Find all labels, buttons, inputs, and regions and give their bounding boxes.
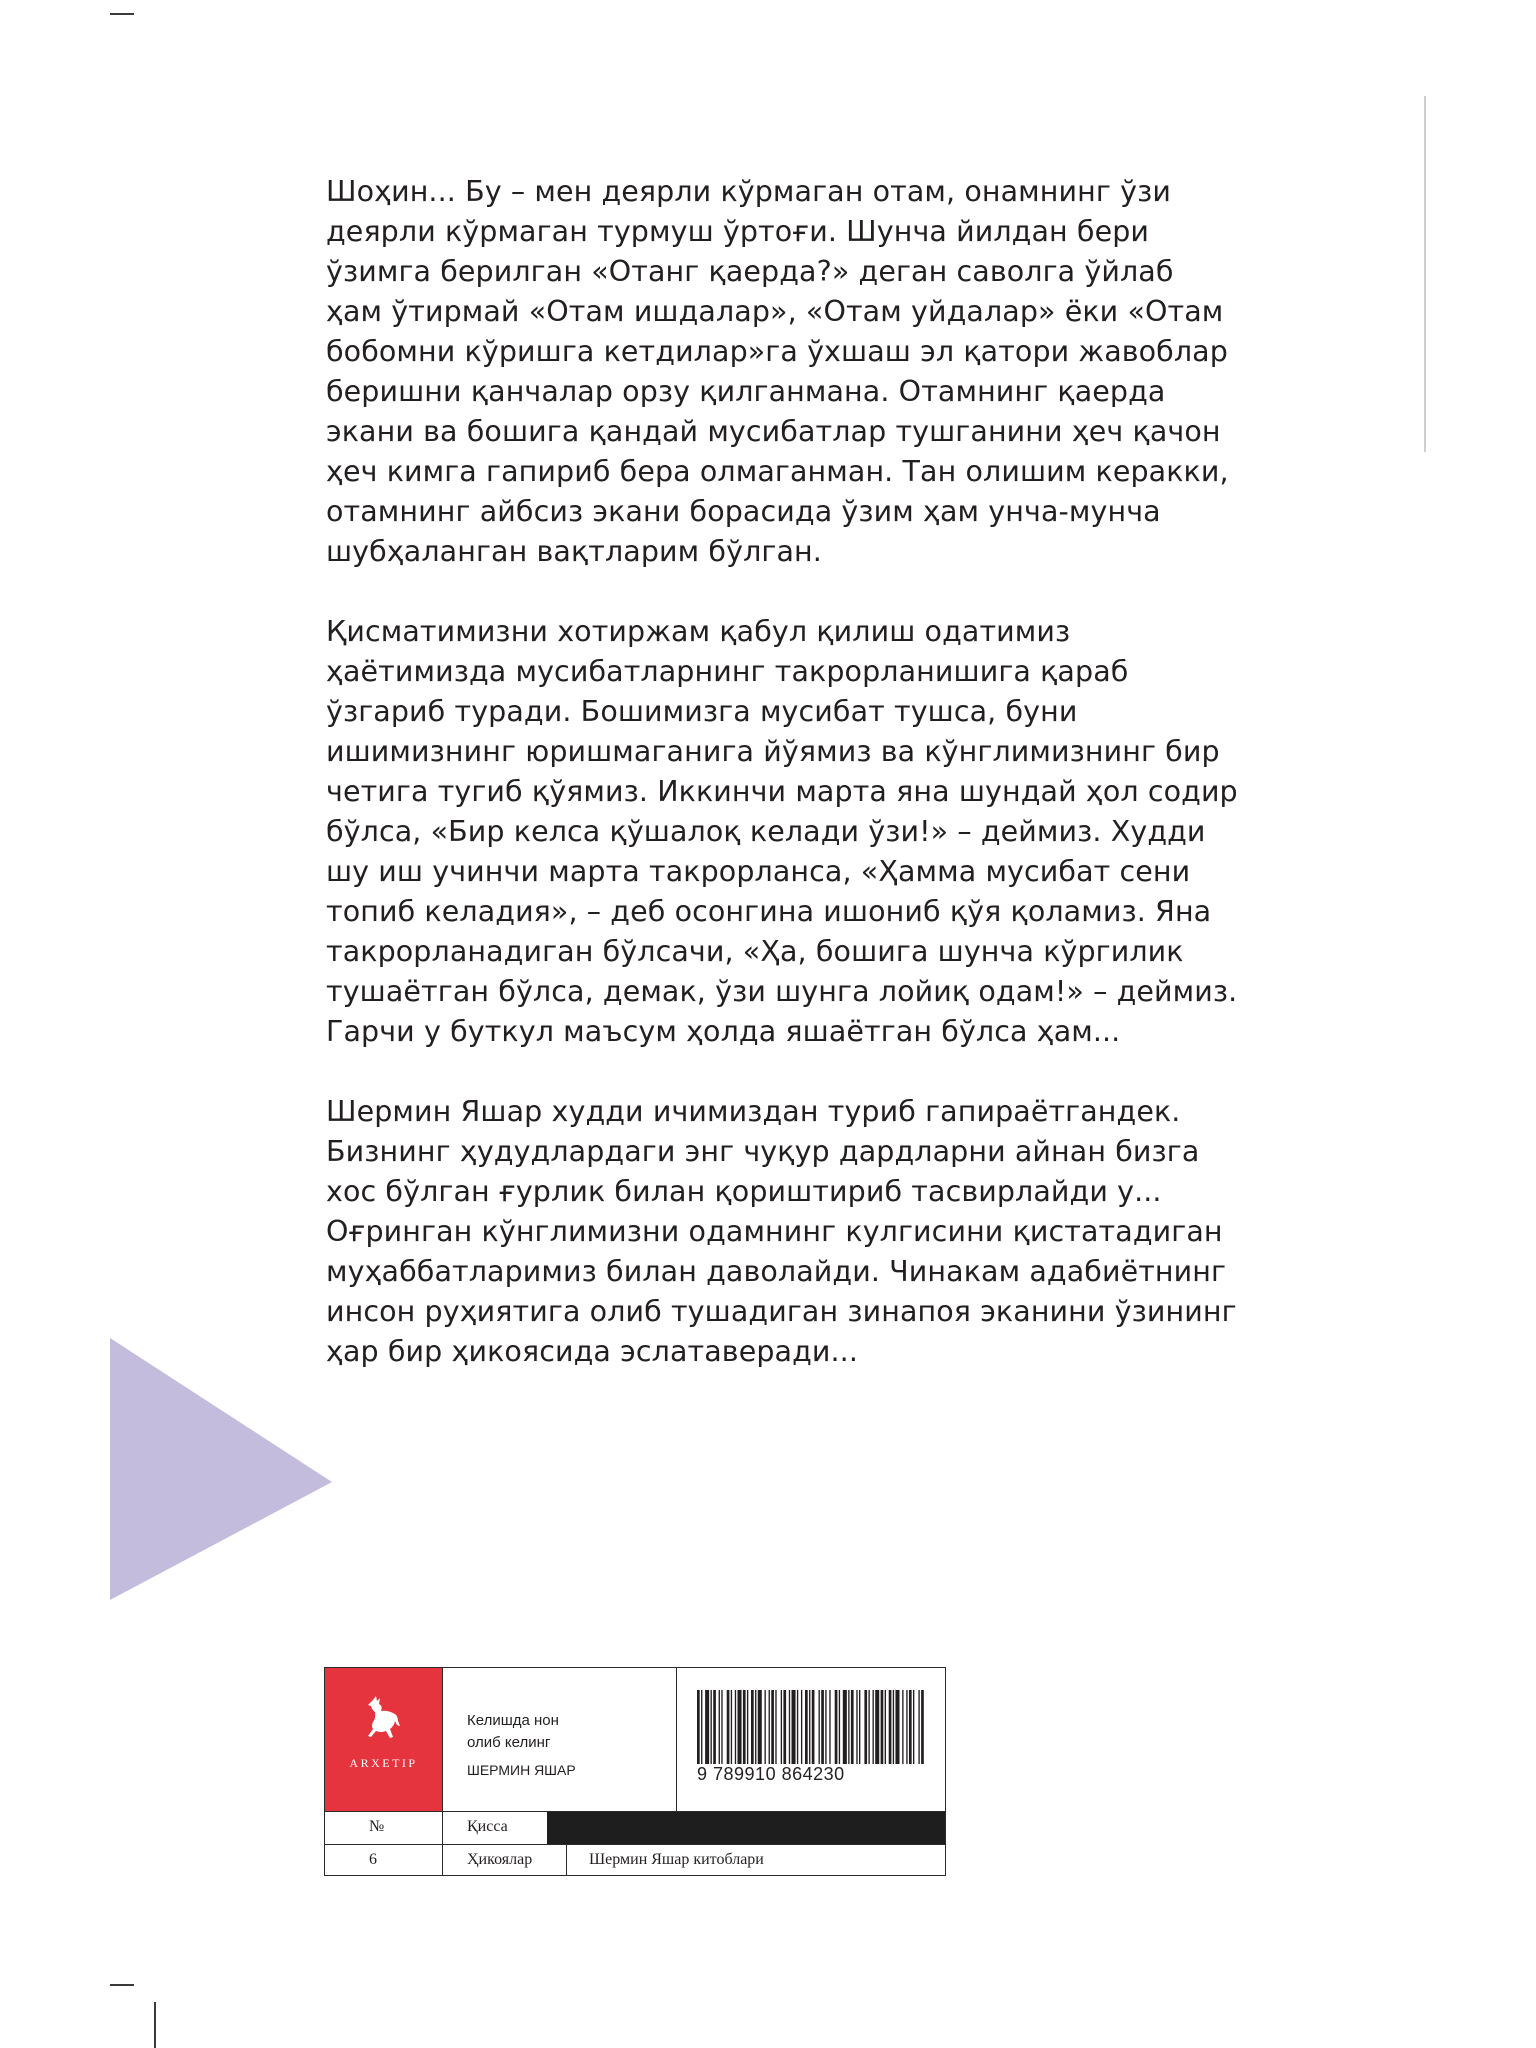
text-line: топиб келадия», – деб осонгина ишониб қўя қоламиз. Яна [326, 895, 1212, 928]
barcode-bar [848, 1690, 849, 1764]
barcode-bar [751, 1690, 754, 1764]
text-line: ҳеч кимга гапириб бера олмаганман. Тан олишим керакки, [326, 455, 1229, 488]
book-title-line-2: олиб келинг [467, 1734, 551, 1751]
text-line: ҳар бир ҳикоясида эслатаверади... [326, 1335, 858, 1368]
barcode-bar [839, 1690, 840, 1764]
barcode-bar [859, 1690, 860, 1764]
barcode-bar [893, 1690, 894, 1764]
barcode-bar [747, 1690, 748, 1764]
crop-mark-top-right [1424, 96, 1426, 452]
barcode-bar [906, 1690, 907, 1764]
leaping-deer-icon [367, 1696, 401, 1742]
barcode-bar [797, 1690, 798, 1764]
barcode-bar [701, 1690, 702, 1764]
publisher-name: ARXETIP [349, 1756, 418, 1770]
barcode-bar [851, 1690, 854, 1764]
barcode-bars [697, 1690, 925, 1764]
text-line: деярли кўрмаган турмуш ўртоғи. Шунча йилдан бери [326, 215, 1150, 248]
barcode-bar [885, 1690, 886, 1764]
genre-label-2: Ҳикоялар [443, 1845, 567, 1875]
number-value: 6 [325, 1845, 443, 1875]
barcode-bar [727, 1690, 730, 1764]
text-line: ўзгариб туради. Бошимизга мусибат тушса, буни [326, 695, 1078, 728]
barcode-bar [825, 1690, 826, 1764]
crop-mark-bottom-vertical [154, 2002, 156, 2048]
barcode-bar [864, 1690, 867, 1764]
text-line: ҳам ўтирмай «Отам ишдалар», «Отам уйдалар» ёки «Отам [326, 295, 1224, 328]
barcode-bar [771, 1690, 774, 1764]
text-line: Бизнинг ҳудудлардаги энг чуқур дардларни айнан бизга [326, 1135, 1200, 1168]
barcode-bar [873, 1690, 874, 1764]
barcode-bar [843, 1690, 847, 1764]
barcode-bar [758, 1690, 762, 1764]
text-line: инсон руҳиятига олиб тушадиган зинапоя эканини ўзининг [326, 1295, 1237, 1328]
barcode-bar [713, 1690, 716, 1764]
paragraph-3 [326, 1092, 1237, 1372]
catalog-row-2 [325, 1844, 945, 1875]
genre-label-1: Қисса [467, 1818, 508, 1835]
text-line: ҳаётимизда мусибатларнинг такрорланишига қараб [326, 655, 1129, 688]
barcode-bar [889, 1690, 892, 1764]
text-line: ўзимга берилган «Отанг қаерда?» деган саволга ўйлаб [326, 255, 1174, 288]
text-line: бобомни кўришга кетдилар»га ўхшаш эл қатори жавоблар [326, 335, 1228, 368]
barcode-bar [921, 1690, 924, 1764]
text-line: беришни қанчалар орзу қилганмана. Отамнинг қаерда [326, 375, 1166, 408]
barcode-bar [781, 1690, 782, 1764]
text-line: четига тугиб қўямиз. Иккинчи марта яна шундай ҳол содир [326, 775, 1238, 808]
barcode-bar [821, 1690, 824, 1764]
text-line: бўлса, «Бир келса қўшалоқ келади ўзи!» – деймиз. Худди [326, 815, 1206, 848]
series-label: Шермин Яшар китоблари [589, 1851, 764, 1868]
barcode-bar [812, 1690, 815, 1764]
barcode-bar [719, 1690, 720, 1764]
barcode-bar [835, 1690, 838, 1764]
barcode-bar [743, 1690, 746, 1764]
barcode-bar [697, 1690, 700, 1764]
paragraph-1 [326, 172, 1229, 572]
text-line: шубҳаланган вақтларим бўлган. [326, 535, 822, 568]
barcode-bar [738, 1690, 742, 1764]
publisher-logo [325, 1668, 443, 1811]
barcode-bar [913, 1690, 914, 1764]
text-line: тушаётган бўлса, демак, ўзи шунга лойиқ одам!» – деймиз. [326, 975, 1238, 1008]
book-author: ШЕРМИН ЯШАР [467, 1762, 576, 1778]
text-line: Шермин Яшар худди ичимиздан туриб гапираётгандек. [326, 1095, 1181, 1128]
barcode-bar [755, 1690, 756, 1764]
crop-mark-bottom-left [110, 1984, 134, 1986]
barcode-bar [856, 1690, 857, 1764]
crop-mark-top-left [110, 13, 134, 15]
barcode-bar [731, 1690, 732, 1764]
text-line: экани ва бошига қандай мусибатлар тушганини ҳеч қачон [326, 415, 1221, 448]
book-title-line-1: Келишда нон [467, 1712, 559, 1729]
text-line: Шоҳин... Бу – мен деярли кўрмаган отам, онамнинг ўзи [326, 175, 1171, 208]
back-cover-text [326, 172, 1238, 1412]
text-line: Қисматимизни хотиржам қабул қилиш одатимиз [326, 615, 1071, 648]
barcode-bar [792, 1690, 796, 1764]
catalog-row-1 [325, 1811, 945, 1844]
isbn-number: 9 789910 864230 [697, 1764, 845, 1784]
isbn-barcode [677, 1668, 945, 1811]
black-band [547, 1812, 945, 1844]
barcode-bar [895, 1690, 899, 1764]
barcode-bar [711, 1690, 712, 1764]
barcode-bar [881, 1690, 884, 1764]
decorative-triangle [110, 1338, 332, 1600]
barcode-bar [705, 1690, 709, 1764]
barcode-bar [829, 1690, 830, 1764]
text-line: муҳаббатларимиз билан даволайди. Чинакам адабиётнинг [326, 1255, 1227, 1288]
barcode-bar [809, 1690, 810, 1764]
barcode-bar [909, 1690, 912, 1764]
barcode-bar [769, 1690, 770, 1764]
text-line: отамнинг айбсиз экани борасида ўзим ҳам унча-мунча [326, 495, 1161, 528]
text-line: такрорланадиган бўлсачи, «Ҳа, бошига шунча кўргилик [326, 935, 1184, 968]
barcode-bar [735, 1690, 736, 1764]
barcode-bar [801, 1690, 802, 1764]
barcode-bar [783, 1690, 786, 1764]
barcode-bar [805, 1690, 808, 1764]
barcode-bar [902, 1690, 903, 1764]
number-label: № [325, 1812, 443, 1844]
barcode-bar [765, 1690, 766, 1764]
triangle-shape [110, 1338, 332, 1600]
barcode-bar [721, 1690, 722, 1764]
text-line: шу иш учинчи марта такрорланса, «Ҳамма мусибат сени [326, 855, 1191, 888]
book-title-cell [443, 1668, 677, 1811]
barcode-bar [775, 1690, 776, 1764]
text-line: Оғринган кўнглимизни одамнинг кулгисини қистатадиган [326, 1215, 1223, 1248]
text-line: Гарчи у буткул маъсум ҳолда яшаётган бўлса ҳам... [326, 1015, 1121, 1048]
barcode-bar [868, 1690, 869, 1764]
barcode-bar [918, 1690, 919, 1764]
text-line: ишимизнинг юришмаганига йўямиз ва кўнглимизнинг бир [326, 735, 1220, 768]
barcode-bar [789, 1690, 790, 1764]
paragraph-2 [326, 612, 1238, 1052]
publisher-info-box [324, 1667, 946, 1876]
text-line: хос бўлган ғурлик билан қориштириб тасвирлайди у... [326, 1175, 1162, 1208]
barcode-bar [875, 1690, 879, 1764]
barcode-bar [819, 1690, 820, 1764]
